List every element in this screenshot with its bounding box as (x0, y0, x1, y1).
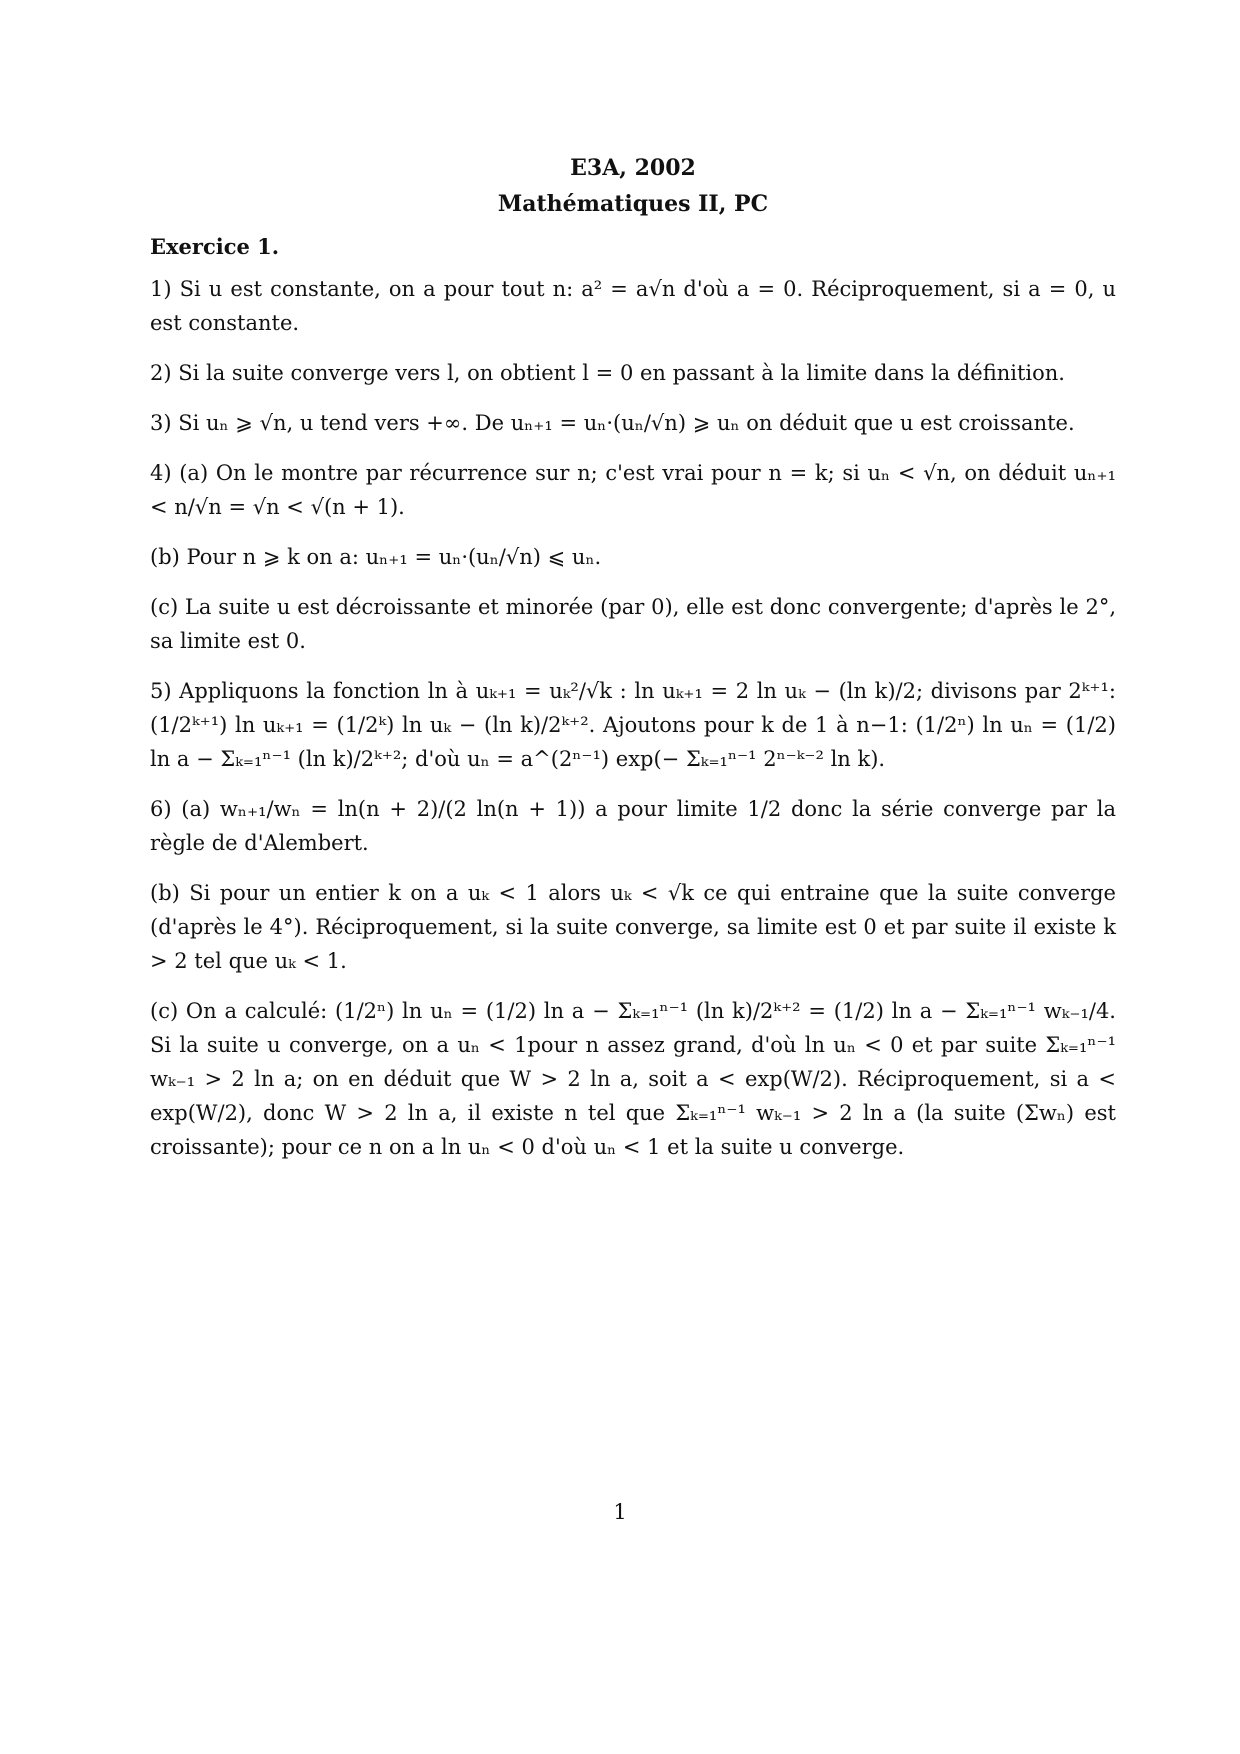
exercise-title: Exercice 1. (150, 234, 280, 259)
document-page (150, 150, 1116, 1164)
paragraph-2: 2) Si la suite converge vers l, on obtient l = 0 en passant à la limite dans la définition. (150, 361, 1065, 385)
paragraph-6c: (c) On a calculé: (1/2ⁿ) ln uₙ = (1/2) ln a − Σₖ₌₁ⁿ⁻¹ (ln k)/2ᵏ⁺² = (1/2) ln a − Σₖ₌₁ⁿ⁻¹ wₖ₋₁/4. Si la suite u converge, on a uₙ < 1pour n assez grand, d'où ln uₙ < 0 et par suite Σₖ₌₁ⁿ⁻¹ wₖ₋₁ > 2 ln a; on en déduit que W > 2 ln a, soit a < exp(W/2). Réciproquement, si a < exp(W/2), donc W > 2 ln a, il existe n tel que Σₖ₌₁ⁿ⁻¹ wₖ₋₁ > 2 ln a (la suite (Σwₙ) est croissante); pour ce n on a ln uₙ < 0 d'où uₙ < 1 et la suite u converge. (150, 999, 1116, 1159)
paragraph-1: 1) Si u est constante, on a pour tout n: a² = a√n d'où a = 0. Réciproquement, si a = 0, u est constante. (150, 277, 1116, 335)
paragraph-6b: (b) Si pour un entier k on a uₖ < 1 alors uₖ < √k ce qui entraine que la suite converge (d'après le 4°). Réciproquement, si la suite converge, sa limite est 0 et par suite il existe k > 2 tel que uₖ < 1. (150, 881, 1116, 973)
page-number: 1 (613, 1500, 627, 1524)
paragraph-4b: (b) Pour n ⩾ k on a: uₙ₊₁ = uₙ·(uₙ/√n) ⩽ uₙ. (150, 545, 602, 569)
document-title: E3A, 2002 (570, 155, 696, 181)
document-subtitle: Mathématiques II, PC (497, 191, 769, 217)
paragraph-4a: 4) (a) On le montre par récurrence sur n; c'est vrai pour n = k; si uₙ < √n, on déduit uₙ₊₁ < n/√n = √n < √(n + 1). (150, 461, 1116, 519)
paragraph-5: 5) Appliquons la fonction ln à uₖ₊₁ = uₖ²/√k : ln uₖ₊₁ = 2 ln uₖ − (ln k)/2; divisons par 2ᵏ⁺¹: (1/2ᵏ⁺¹) ln uₖ₊₁ = (1/2ᵏ) ln uₖ − (ln k)/2ᵏ⁺². Ajoutons pour k de 1 à n−1: (1/2ⁿ) ln uₙ = (1/2) ln a − Σₖ₌₁ⁿ⁻¹ (ln k)/2ᵏ⁺²; d'où uₙ = a^(2ⁿ⁻¹) exp(− Σₖ₌₁ⁿ⁻¹ 2ⁿ⁻ᵏ⁻² ln k). (150, 679, 1116, 771)
paragraph-3: 3) Si uₙ ⩾ √n, u tend vers +∞. De uₙ₊₁ = uₙ·(uₙ/√n) ⩾ uₙ on déduit que u est croissante. (150, 411, 1075, 435)
paragraph-4c: (c) La suite u est décroissante et minorée (par 0), elle est donc convergente; d'après le 2°, sa limite est 0. (150, 595, 1116, 653)
paragraph-6a: 6) (a) wₙ₊₁/wₙ = ln(n + 2)/(2 ln(n + 1)) a pour limite 1/2 donc la série converge par la règle de d'Alembert. (150, 797, 1116, 855)
